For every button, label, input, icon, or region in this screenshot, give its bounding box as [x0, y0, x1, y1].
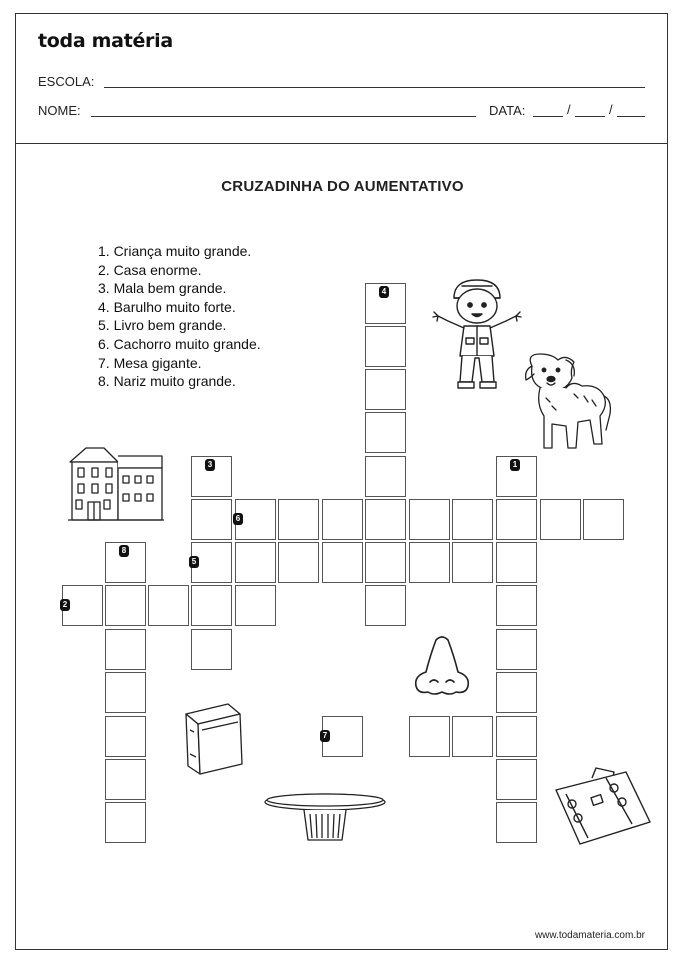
crossword-cell[interactable] [496, 629, 537, 670]
crossword-cell[interactable] [191, 499, 232, 540]
crossword-cell[interactable] [365, 585, 406, 626]
header-divider [15, 143, 668, 144]
crossword-cell[interactable] [496, 499, 537, 540]
crossword-cell[interactable] [322, 499, 363, 540]
nose-illustration [412, 636, 472, 698]
date-day-field[interactable] [533, 116, 563, 117]
clue-item: 1. Criança muito grande. [98, 243, 252, 259]
footer-website: www.todamateria.com.br [534, 930, 645, 941]
crossword-cell[interactable] [409, 499, 450, 540]
date-separator: / [567, 102, 571, 117]
crossword-cell[interactable] [540, 499, 581, 540]
crossword-cell[interactable] [496, 759, 537, 800]
book-illustration [182, 700, 244, 778]
clue-item: 2. Casa enorme. [98, 261, 202, 278]
child-illustration [432, 276, 527, 396]
dog-illustration [522, 350, 612, 460]
clue-item: 8. Nariz muito grande. [98, 373, 236, 390]
school-label: ESCOLA: [38, 74, 95, 89]
crossword-cell[interactable] [365, 499, 406, 540]
crossword-cell[interactable] [452, 716, 493, 757]
crossword-cell[interactable] [496, 542, 537, 583]
crossword-cell[interactable] [278, 499, 319, 540]
suitcase-illustration [552, 764, 656, 850]
clue-number-marker: 6 [233, 513, 243, 525]
crossword-cell[interactable] [496, 585, 537, 626]
crossword-cell[interactable] [105, 759, 146, 800]
clue-item: 3. Mala bem grande. [98, 280, 227, 297]
crossword-cell[interactable] [496, 802, 537, 843]
table-illustration [262, 790, 388, 846]
crossword-cell[interactable] [322, 542, 363, 583]
crossword-cell[interactable] [365, 456, 406, 497]
crossword-cell[interactable] [105, 629, 146, 670]
crossword-cell[interactable] [105, 716, 146, 757]
date-separator: / [609, 102, 613, 117]
crossword-cell[interactable] [452, 499, 493, 540]
clue-number-marker: 5 [189, 556, 199, 568]
date-label: DATA: [489, 103, 526, 118]
crossword-cell[interactable] [235, 585, 276, 626]
clue-number-marker: 3 [205, 459, 215, 471]
clue-number-marker: 8 [119, 545, 129, 557]
clue-number-marker: 7 [320, 730, 330, 742]
crossword-cell[interactable] [278, 542, 319, 583]
crossword-cell[interactable] [365, 542, 406, 583]
crossword-cell[interactable] [409, 542, 450, 583]
house-illustration [66, 444, 164, 524]
crossword-cell[interactable] [148, 585, 189, 626]
clue-list [98, 242, 261, 391]
clue-item: 4. Barulho muito forte. [98, 298, 236, 315]
name-label: NOME: [38, 103, 81, 118]
crossword-cell[interactable] [105, 802, 146, 843]
crossword-cell[interactable] [496, 672, 537, 713]
crossword-cell[interactable] [365, 369, 406, 410]
crossword-cell[interactable] [105, 672, 146, 713]
crossword-cell[interactable] [583, 499, 624, 540]
name-field[interactable] [91, 116, 476, 117]
crossword-cell[interactable] [191, 629, 232, 670]
date-month-field[interactable] [575, 116, 605, 117]
crossword-cell[interactable] [235, 542, 276, 583]
crossword-cell[interactable] [365, 326, 406, 367]
worksheet-title: CRUZADINHA DO AUMENTATIVO [221, 178, 464, 195]
date-year-field[interactable] [617, 116, 645, 117]
brand-logo: toda matéria [38, 30, 173, 52]
clue-number-marker: 2 [60, 599, 70, 611]
crossword-cell[interactable] [409, 716, 450, 757]
clue-item: 7. Mesa gigante. [98, 354, 202, 371]
clue-item: 6. Cachorro muito grande. [98, 335, 261, 352]
crossword-cell[interactable] [452, 542, 493, 583]
clue-number-marker: 1 [510, 459, 520, 471]
clue-number-marker: 4 [379, 286, 389, 298]
crossword-cell[interactable] [191, 585, 232, 626]
crossword-cell[interactable] [365, 412, 406, 453]
crossword-cell[interactable] [105, 585, 146, 626]
clue-item: 5. Livro bem grande. [98, 317, 227, 334]
crossword-cell[interactable] [496, 716, 537, 757]
school-field[interactable] [104, 87, 645, 88]
